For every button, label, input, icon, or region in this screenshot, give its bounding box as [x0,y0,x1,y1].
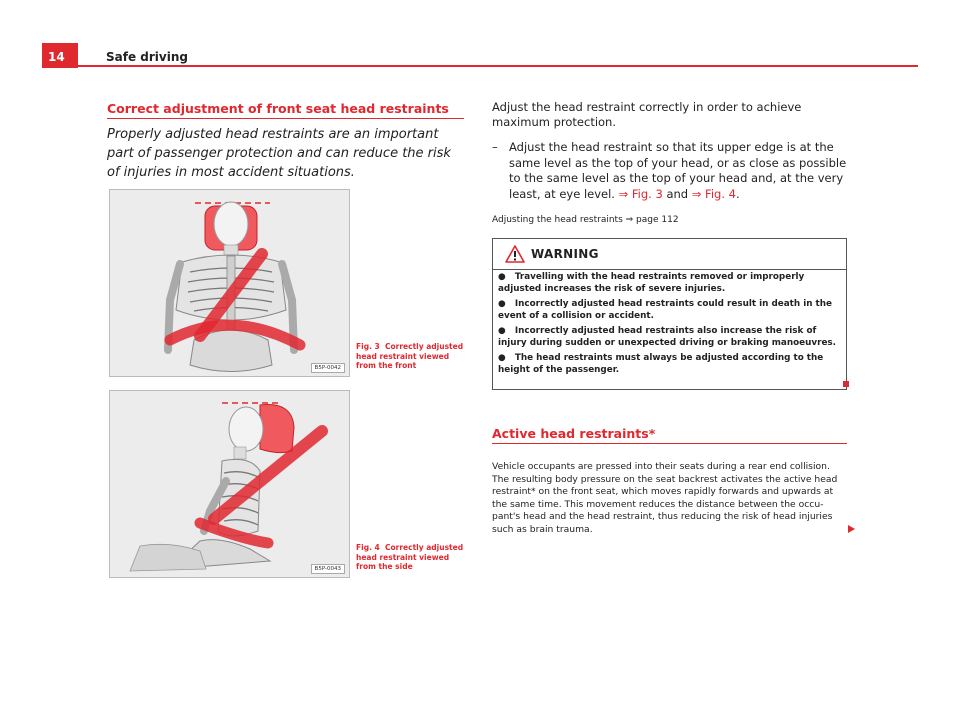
figure-4-caption [356,543,466,572]
skeleton-side-illustration [110,391,350,578]
section-rule [492,443,847,444]
section-rule [107,118,464,119]
section-end-marker [843,381,849,387]
continue-arrow-icon [848,525,855,533]
figure-caption-text: Correctly adjusted head restraint viewed from the side [356,543,464,571]
figure-number: Fig. 4 [356,543,380,552]
warning-item: ● Incorrectly adjusted head restraints could result in death in the event of a collision or accident. [498,299,832,321]
figure-3-image [109,189,350,377]
period-text: . [735,186,740,201]
fig3-link[interactable]: ⇒ Fig. 3 [618,186,663,201]
warning-item-text: Incorrectly adjusted head restraints could result in death in the event of a collision or accident. [498,299,832,321]
page-reference-link[interactable]: Adjusting the head restraints ⇒ page 112 [492,215,679,225]
list-dash: – [492,140,498,154]
section-intro: Properly adjusted head restraints are an important part of passenger protection and can reduce the risk of injuries in most accident situations. [107,127,451,180]
warning-item-text: Incorrectly adjusted head restraints also increase the risk of injury during sudden or unexpected driving or braking manoeuvres. [498,326,837,348]
figure-4-image [109,390,350,578]
warning-triangle-icon [505,245,525,263]
warning-list [493,270,846,376]
paragraph-active-restraints: Vehicle occupants are pressed into their seats during a rear end collision. The resulting body pressure on the seat backrest activates the active head restraint* on the front seat, which moves rapidly forwards and upwards at the same time. This movement reduces the distance between the occu- pant's head and the head restraint, thus reducing the risk of head injuries such as brain trauma. [492,461,838,535]
figure-code: B5P-0043 [311,564,345,574]
paragraph-adjust: Adjust the head restraint correctly in order to achieve maximum protection. [492,100,802,129]
header-rule [78,65,918,67]
figure-caption-text: Correctly adjusted head restraint viewed from the front [356,342,464,370]
section-title-active-head-restraints: Active head restraints* [492,426,656,441]
figure-code: B5P-0042 [311,363,345,373]
warning-box [492,238,847,390]
warning-item-text: The head restraints must always be adjusted according to the height of the passenger. [498,353,824,375]
warning-item: ● The head restraints must always be adjusted according to the height of the passenger. [498,353,824,375]
and-text: and [662,186,692,201]
instruction-item [509,140,847,202]
warning-header [493,239,846,270]
warning-title: WARNING [531,247,599,261]
fig4-link[interactable]: ⇒ Fig. 4 [691,186,736,201]
figure-3-caption [356,342,466,371]
skeleton-front-illustration [110,190,350,377]
figure-number: Fig. 3 [356,342,380,351]
warning-item: ● Travelling with the head restraints removed or improperly adjusted increases the risk of severe injuries. [498,272,805,294]
instruction-text: Adjust the head restraint so that its upper edge is at the same level as the top of your head, or as close as possible to the same level as the top of your head and, at the very least, at eye level. [509,140,847,201]
page-number: 14 [42,43,78,68]
warning-item: ● Incorrectly adjusted head restraints also increase the risk of injury during sudden or unexpected driving or braking manoeuvres. [498,326,837,348]
section-title-head-restraints: Correct adjustment of front seat head restraints [107,101,449,116]
chapter-title: Safe driving [106,50,188,64]
warning-item-text: Travelling with the head restraints removed or improperly adjusted increases the risk of severe injuries. [498,272,805,294]
